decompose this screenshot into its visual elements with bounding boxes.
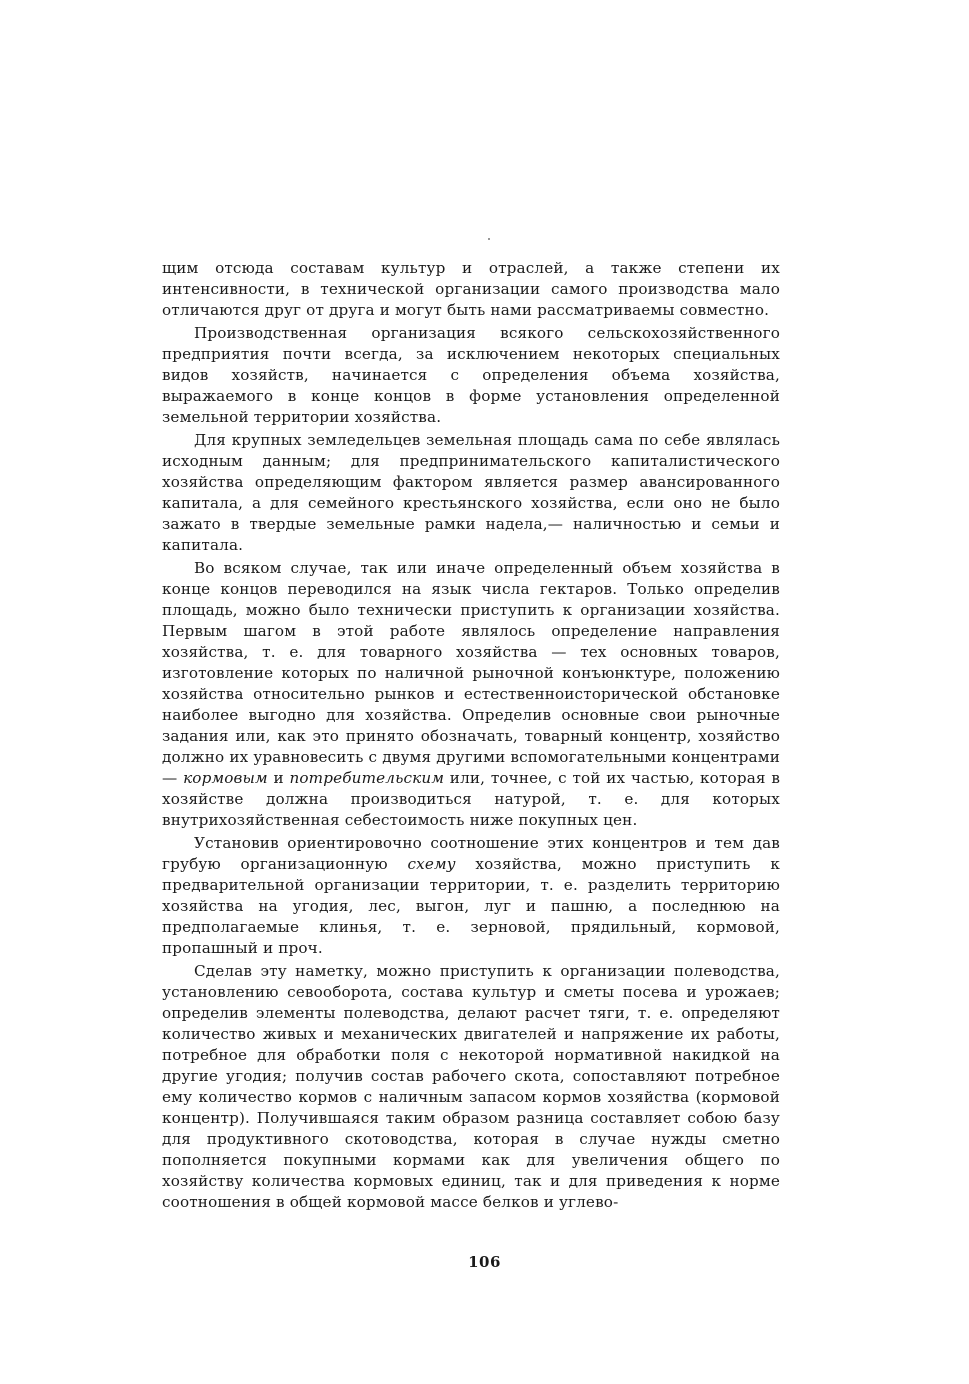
paragraph-3: Для крупных земледельцев земельная площадь сама по себе являлась исходным данным; для предпринимательского капиталистического хозяйства определяющим фактором является размер авансированного капитала, а для семейного крестьянского хозяйства, если оно не было зажато в твердые земельные рамки надела,— наличностью и семьи и капитала. bbox=[162, 431, 780, 554]
text-column bbox=[162, 258, 780, 1213]
scan-speck bbox=[488, 238, 490, 240]
paragraph-4-conjunction: и bbox=[273, 769, 284, 787]
page-number: 106 bbox=[468, 1253, 501, 1271]
page-body bbox=[162, 258, 780, 1213]
paragraph-5 bbox=[162, 833, 780, 959]
italic-term-fodder: кормовым bbox=[183, 769, 268, 787]
paragraph-1: щим отсюда составам культур и отраслей, а также степени их интенсивности, в технической организации самого производства мало отличаются друг от друга и могут быть нами рассматриваемы совместно. bbox=[162, 259, 780, 319]
italic-term-consumer: потребительским bbox=[289, 769, 445, 787]
paragraph-2: Производственная организация всякого сельскохозяйственного предприятия почти всегда, за исключением некоторых специальных видов хозяйств, начинается с определения объема хозяйства, выражаемого в конце концов в форме установления определенной земельной территории хозяйства. bbox=[162, 324, 780, 426]
paragraph-4-part-2: или, точнее, с той их частью, которая в хозяйстве должна производиться натурой, т. е. для которых внутрихозяйственная себестоимость ниже покупных цен. bbox=[162, 769, 781, 829]
paragraph-5-part-2: хозяйства, можно приступить к предварительной организации территории, т. е. разделить территорию хозяйства на угодия, лес, выгон, луг и пашню, а последнюю на предполагаемые клинья, т. е. зерновой, прядильный, кормовой, пропашный и проч. bbox=[162, 855, 780, 957]
paragraph-6: Сделав эту наметку, можно приступить к организации полеводства, установлению севооборота, состава культур и сметы посева и урожаев; определив элементы полеводства, делают расчет тяги, т. е. определяют количество живых и механических двигателей и напряжение их работы, потребное для обработки поля с некоторой нормативной накидкой на другие угодия; получив состав рабочего скота, сопоставляют потребное ему количество кормов с наличным запасом кормов хозяйства (кормовой концентр). Получившаяся таким образом разница составляет собою базу для продуктивного скотоводства, которая в случае нужды сметно пополняется покупными кормами как для увеличения общего по хозяйству количества кормовых единиц, так и для приведения к норме соотношения в общей кормовой массе белков и углево- bbox=[162, 962, 780, 1211]
paragraph-5-part-1: Установив ориентировочно соотношение этих концентров и тем дав грубую организационную bbox=[162, 834, 780, 873]
italic-term-scheme: схему bbox=[407, 855, 456, 873]
paragraph-4 bbox=[162, 558, 780, 831]
paragraph-4-part-1: Во всяком случае, так или иначе определенный объем хозяйства в конце концов переводился на язык числа гектаров. Только определив площадь, можно было технически приступить к организации хозяйства. Первым шагом в этой работе являлось определение направления хозяйства, т. е. для товарного хозяйства — тех основных товаров, изготовление которых по наличной рыночной конъюнктуре, положению хозяйства относительно рынков и естественноисторической обстановке наиболее выгодно для хозяйства. Определив основные свои рыночные задания или, как это принято обозначать, товарный концентр, хозяйство должно их уравновесить с двумя другими вспомогательными концентрами — bbox=[162, 559, 780, 787]
